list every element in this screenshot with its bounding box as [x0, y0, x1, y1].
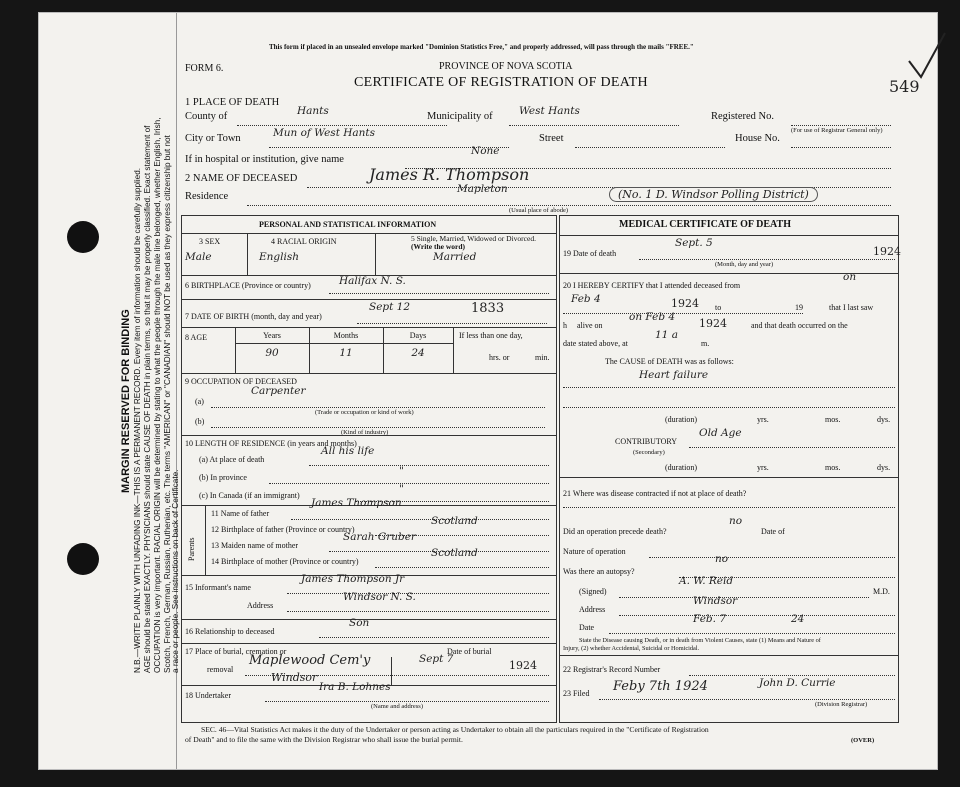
operation-value: no	[729, 515, 743, 527]
informant-label: 15 Informant's name	[185, 583, 251, 592]
date-of-death-line	[639, 259, 895, 260]
filed-label: 23 Filed	[563, 689, 590, 698]
form-number: FORM 6.	[185, 63, 224, 74]
personal-heading: PERSONAL AND STATISTICAL INFORMATION	[259, 220, 437, 229]
lt-day-label: If less than one day,	[459, 331, 523, 340]
street-label: Street	[539, 133, 564, 144]
alive-on-label: alive on	[577, 321, 603, 330]
street-line	[575, 147, 725, 148]
margin-note: a race or people. See instructions on back of Certificate.	[171, 469, 180, 673]
sig-date-label: Date	[579, 623, 595, 632]
days-value: 24	[411, 347, 425, 359]
rule	[181, 299, 557, 300]
deceased-name-label: 2 NAME OF DECEASED	[185, 173, 298, 184]
alive-year: 1924	[699, 317, 727, 330]
residence-length-label: 10 LENGTH OF RESIDENCE (in years and months)	[185, 439, 357, 448]
in-canada-label: (c) In Canada (if an immigrant)	[199, 491, 300, 500]
from-date: Feb 4	[571, 293, 601, 305]
occ-a-line	[211, 407, 545, 408]
years-label: Years	[263, 331, 281, 340]
margin-note: N.B.—WRITE PLAINLY WITH UNFADING INK—THIS IS A PERMANENT RECORD. Every item of information should be carefully supplied.	[133, 167, 142, 673]
division-note: (Division Registrar)	[815, 701, 868, 708]
margin-note: OCCUPATION is very important. RACIAL ORIGIN will be determined by stating to what the people through the male line belonged, whether English, Irish,	[153, 117, 162, 673]
birthplace-label: 6 BIRTHPLACE (Province or country)	[185, 281, 311, 290]
margin-note: Scotch, French, German, Russian, Ruthenian, etc. The terms "AMERICAN" or "CANADIAN" should NOT be used as they express citizenship but not	[163, 135, 172, 673]
min-label: min.	[535, 353, 550, 362]
occupation-value: Carpenter	[251, 385, 306, 397]
province: PROVINCE OF NOVA SCOTIA	[439, 61, 573, 72]
filed-line	[599, 699, 895, 700]
filed-value: Feby 7th 1924	[613, 679, 708, 694]
state-note: State the Disease causing Death, or in death from Violent Causes, state (1) Means and Nature of	[579, 637, 821, 644]
birthplace-value: Halifax N. S.	[339, 275, 406, 287]
date-of-label: Date of	[761, 527, 785, 536]
occ-b: (b)	[195, 417, 205, 426]
check-mark	[905, 31, 949, 81]
margin-note: AGE should be stated EXACTLY. PHYSICIANS should state CAUSE OF DEATH in plain terms, so that it may be properly classified. Exact statement of	[143, 125, 152, 673]
rule	[247, 233, 248, 275]
year-prefix: 19	[795, 303, 803, 312]
informant-address-line	[287, 611, 549, 612]
occ-a-note: (Trade or occupation or kind of work)	[315, 409, 414, 416]
municipality-value: West Hants	[519, 105, 580, 117]
q21-label: 21 Where was disease contracted if not at place of death?	[563, 489, 747, 498]
informant-line	[287, 593, 549, 594]
rule	[181, 327, 557, 328]
autopsy-label: Was there an autopsy?	[563, 567, 635, 576]
state-note-2: Injury, (2) whether Accidental, Suicidal or Homicidal.	[563, 645, 700, 652]
mother-label: 13 Maiden name of mother	[211, 541, 299, 550]
informant-value: James Thompson Jr	[301, 573, 405, 585]
rule	[559, 477, 899, 478]
county-value: Hants	[297, 105, 329, 117]
nature-label: Nature of operation	[563, 547, 626, 556]
occ-b-line	[211, 427, 545, 428]
abode-note: (Usual place of abode)	[509, 207, 569, 214]
punch-hole	[67, 543, 99, 575]
relationship-line	[319, 637, 549, 638]
binding-margin	[39, 13, 180, 769]
from-line	[563, 313, 803, 314]
signature: A. W. Reid	[679, 575, 734, 587]
relationship-value: Son	[349, 617, 370, 629]
death-certificate	[38, 12, 938, 770]
father-line	[291, 519, 549, 520]
undertaker-line	[265, 701, 549, 702]
registered-label: Registered No.	[711, 111, 774, 122]
time-value: 11 a	[655, 329, 678, 341]
rule	[453, 327, 454, 373]
sig-date: Feb. 7	[693, 613, 727, 625]
at-place-line	[309, 465, 549, 466]
to-label: to	[715, 303, 722, 312]
date-of-death-note: (Month, day and year)	[715, 261, 774, 268]
dob-line	[357, 323, 547, 324]
occurred-label: and that death occurred on the	[751, 321, 848, 330]
undertaker-value: Ira B. Lohnes	[319, 681, 391, 693]
at-place-label: (a) At place of death	[199, 455, 265, 464]
father-bp-value: Scotland	[431, 515, 478, 527]
in-province-value: "	[399, 465, 404, 477]
cause-label: The CAUSE of DEATH was as follows:	[605, 357, 734, 366]
informant-address-label: Address	[247, 601, 274, 610]
from-year: 1924	[671, 297, 699, 310]
mother-value: Sarah Gruber	[343, 531, 416, 543]
q21-line	[563, 507, 895, 508]
marital-value: Married	[433, 251, 477, 263]
residence-note: (No. 1 D. Windsor Polling District)	[609, 187, 818, 202]
racial-label: 4 RACIAL ORIGIN	[271, 237, 337, 246]
certificate-title: CERTIFICATE OF REGISTRATION OF DEATH	[354, 75, 648, 90]
rule	[205, 505, 206, 575]
mail-note: This form if placed in an unsealed envelope marked "Dominion Statistics Free," and properly addressed, will pass through the mails "FREE."	[269, 43, 694, 51]
relationship-label: 16 Relationship to deceased	[185, 627, 275, 636]
yrs-label-2: yrs.	[757, 463, 769, 472]
attended-from: on	[843, 271, 857, 283]
dob-year: 1833	[471, 301, 505, 316]
rule	[181, 435, 557, 436]
months-label: Months	[333, 331, 359, 340]
physician-address: Windsor	[693, 595, 738, 607]
footer-line-2: of Death" and to file the same with the Division Registrar who shall issue the burial permit.	[185, 735, 463, 744]
contributory-value: Old Age	[699, 427, 742, 439]
birthplace-line	[329, 293, 549, 294]
dob-label: 7 DATE OF BIRTH (month, day and year)	[185, 312, 322, 321]
burial-label-2: removal	[207, 665, 234, 674]
hrs-label: hrs. or	[489, 353, 510, 362]
cause-line-2	[563, 407, 895, 408]
residence-label: Residence	[185, 191, 229, 202]
burial-date-label: Date of burial	[447, 647, 492, 656]
alive-on: on Feb 4	[629, 311, 676, 323]
registrar-note: (For use of Registrar General only)	[791, 127, 883, 134]
dys-label: dys.	[877, 415, 891, 424]
occupation-label: 9 OCCUPATION OF DECEASED	[185, 377, 297, 386]
county-line	[237, 125, 447, 126]
in-province-label: (b) In province	[199, 473, 247, 482]
footer-line-1: SEC. 46—Vital Statistics Act makes it the duty of the Undertaker or person acting as Undertaker to obtain all the particulars required in the "Certificate of Registration	[201, 725, 709, 734]
rule	[181, 643, 557, 644]
months-value: 11	[339, 347, 353, 359]
rule	[559, 655, 899, 656]
signed-label: (Signed)	[579, 587, 607, 596]
rule	[235, 343, 453, 344]
nature-line	[649, 557, 895, 558]
last-saw-label: that I last saw	[829, 303, 874, 312]
md-label: M.D.	[873, 587, 890, 596]
date-of-death-label: 19 Date of death	[563, 249, 617, 258]
in-province-line	[269, 483, 549, 484]
house-line	[791, 147, 891, 148]
margin-title: MARGIN RESERVED FOR BINDING	[120, 309, 132, 493]
rule	[181, 373, 557, 374]
deceased-name: James R. Thompson	[369, 165, 530, 184]
mos-label-2: mos.	[825, 463, 841, 472]
contributory-label: CONTRIBUTORY	[615, 437, 678, 446]
hospital-value: None	[471, 145, 500, 157]
father-label: 11 Name of father	[211, 509, 270, 518]
racial-value: English	[259, 251, 300, 263]
residence-value: Mapleton	[457, 183, 508, 195]
date-of-death-year: 1924	[873, 245, 901, 258]
place-section-label: 1 PLACE OF DEATH	[185, 97, 280, 108]
signed-line	[619, 597, 869, 598]
burial-date: Sept 7	[419, 653, 454, 665]
mother-bp-value: Scotland	[431, 547, 478, 559]
undertaker-label: 18 Undertaker	[185, 691, 231, 700]
burial-year: 1924	[509, 659, 537, 672]
m-label: m.	[701, 339, 710, 348]
record-number-line	[689, 675, 895, 676]
secondary-note: (Secondary)	[633, 449, 665, 456]
rule	[391, 657, 392, 685]
informant-address: Windsor N. S.	[343, 591, 416, 603]
in-canada-value: "	[399, 483, 404, 495]
sex-label: 3 SEX	[199, 237, 221, 246]
dob-value: Sept 12	[369, 301, 411, 313]
father-value: James Thompson	[311, 497, 402, 509]
burial-place-2: Windsor	[271, 671, 318, 684]
rule	[375, 233, 376, 275]
father-bp-label: 12 Birthplace of father (Province or country)	[211, 525, 355, 534]
parents-label: Parents	[187, 537, 196, 561]
marital-label: 5 Single, Married, Widowed or Divorced. (Write the word)	[411, 234, 536, 251]
municipality-line	[509, 125, 679, 126]
date-stated-label: date stated above, at	[563, 339, 628, 348]
county-label: County of	[185, 111, 228, 122]
medical-heading: MEDICAL CERTIFICATE OF DEATH	[619, 219, 791, 230]
at-place-value: All his life	[321, 445, 375, 457]
punch-hole	[67, 221, 99, 253]
city-value: Mun of West Hants	[273, 127, 376, 139]
rule	[559, 235, 899, 236]
city-label: City or Town	[185, 133, 241, 144]
sig-date-line	[609, 633, 895, 634]
age-label: 8 AGE	[185, 333, 207, 342]
occ-b-note: (Kind of industry)	[341, 429, 389, 436]
over-label: (OVER)	[851, 737, 875, 744]
date-of-death: Sept. 5	[675, 237, 713, 249]
registered-line	[791, 125, 891, 126]
mos-label: mos.	[825, 415, 841, 424]
certificate-number: 549	[889, 77, 920, 96]
mother-bp-label: 14 Birthplace of mother (Province or country)	[211, 557, 359, 566]
burial-place: Maplewood Cem'y	[249, 653, 371, 668]
municipality-label: Municipality of	[427, 111, 493, 122]
burial-label: 17 Place of burial, cremation or	[185, 647, 287, 656]
duration-label: (duration)	[665, 415, 697, 424]
duration-label-2: (duration)	[665, 463, 697, 472]
hospital-label: If in hospital or institution, give name	[185, 154, 344, 165]
operation-label: Did an operation precede death?	[563, 527, 667, 536]
cause-line	[563, 387, 895, 388]
address-line	[619, 615, 895, 616]
years-value: 90	[265, 347, 279, 359]
him-label: h	[563, 321, 567, 330]
days-label: Days	[409, 331, 427, 340]
dys-label-2: dys.	[877, 463, 891, 472]
sig-year: 24	[791, 613, 805, 625]
autopsy-value: no	[715, 553, 729, 565]
cause-value: Heart failure	[639, 369, 709, 381]
yrs-label: yrs.	[757, 415, 769, 424]
record-number-label: 22 Registrar's Record Number	[563, 665, 661, 674]
undertaker-note: (Name and address)	[371, 703, 423, 710]
address-label: Address	[579, 605, 606, 614]
residence-line	[247, 205, 891, 206]
occ-a: (a)	[195, 397, 204, 406]
house-label: House No.	[735, 133, 780, 144]
sex-value: Male	[185, 251, 212, 263]
contributory-line	[689, 447, 895, 448]
mother-bp-line	[375, 567, 549, 568]
certify-label: 20 I HEREBY CERTIFY that I attended deceased from	[563, 281, 741, 290]
division-signature: John D. Currie	[759, 677, 836, 689]
